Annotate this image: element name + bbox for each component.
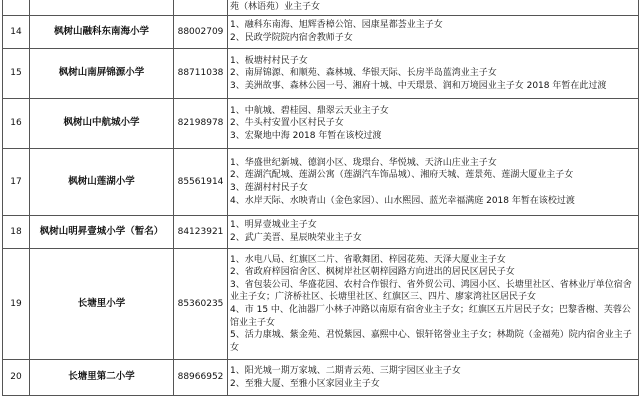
- catchment-line: 2、南屏锦源、和顺苑、森林城、华银天际、长房半岛蓝湾业主子女: [230, 68, 497, 79]
- catchment-area: [228, 16, 639, 49]
- table-row: [3, 16, 639, 49]
- catchment-line: 3、省包装公司、华盛花园、农村合作银行、省外贸公司、鸿园小区、长塘里社区、省林业厅单位宿舍业主子女；广济桥社区、长塘里社区、红旗区三、四片、廖家湾社区居民子女: [230, 279, 632, 303]
- catchment-line: 1、华盛世纪新城、德润小区、珑璟台、华悦城、天济山庄业主子女: [230, 157, 497, 168]
- school-name: 枫树山明昇壹城小学（暂名）: [30, 216, 174, 249]
- school-name: 枫树山中航城小学: [30, 99, 174, 149]
- school-name: 长塘里第二小学: [30, 360, 174, 396]
- catchment-line: 3、莲湖村村民子女: [230, 183, 308, 193]
- catchment-line: 2、民政学院院内宿舍教师子女: [230, 33, 353, 43]
- row-number: 17: [3, 149, 30, 216]
- row-number: [3, 0, 30, 16]
- phone-number: 88002709: [174, 16, 228, 49]
- catchment-line: 2、牛头村安置小区村民子女: [230, 118, 344, 129]
- catchment-line: 1、融科东南海、旭辉香樟公馆、园康星都荟业主子女: [230, 20, 443, 31]
- school-name: 枫树山融科东南海小学: [30, 16, 174, 49]
- school-name: 枫树山莲湖小学: [30, 149, 174, 216]
- catchment-line: 1、水电八局、红旗区二片、省歌舞团、梓园花苑、天泽大厦业主子女: [230, 254, 506, 265]
- row-number: 16: [3, 99, 30, 149]
- catchment-line: 4、水岸天际、水映青山（金色家园）、山水熙园、蓝光幸福满庭 2018 年暂在该校过渡: [230, 195, 575, 206]
- school-district-table: [2, 0, 639, 396]
- table-row: [3, 0, 639, 16]
- row-number: 18: [3, 216, 30, 249]
- table-body: [3, 0, 639, 396]
- catchment-line: 3、美洲故事、森林公园一号、湘府十城、中天璟景、润和万境园业主子女 2018 年暂在此过渡: [230, 80, 607, 91]
- catchment-area: [228, 360, 639, 396]
- table-row: [3, 99, 639, 149]
- table-row: [3, 360, 639, 396]
- row-number: 15: [3, 49, 30, 99]
- table-row: [3, 49, 639, 99]
- catchment-line: 1、板塘村村民子女: [230, 55, 308, 66]
- catchment-line: 1、明昇壹城业主子女: [230, 220, 317, 231]
- phone-number: [174, 0, 228, 16]
- phone-number: 85561914: [174, 149, 228, 216]
- catchment-line: 2、至雅大厦、至雅小区家园业主子女: [230, 378, 380, 389]
- phone-number: 88711038: [174, 49, 228, 99]
- table-row: [3, 249, 639, 360]
- catchment-area: [228, 149, 639, 216]
- catchment-line: 2、莲湖汽配城、莲湖公寓（莲湖汽车饰品城）、湘府天城、莲景苑、莲湖大厦业主子女: [230, 170, 574, 181]
- catchment-area: [228, 0, 639, 16]
- catchment-area: [228, 49, 639, 99]
- table-row: [3, 216, 639, 249]
- catchment-area: [228, 99, 639, 149]
- row-number: 14: [3, 16, 30, 49]
- school-name: [30, 0, 174, 16]
- row-number: 20: [3, 360, 30, 396]
- phone-number: 84123921: [174, 216, 228, 249]
- catchment-line: 2、省政府梓园宿舍区、枫树岸社区朝梓园路方向进出的居民区居民子女: [230, 267, 515, 278]
- phone-number: 88966952: [174, 360, 228, 396]
- table-row: [3, 149, 639, 216]
- catchment-area: [228, 249, 639, 360]
- catchment-line: 苑（林语苑）业主子女: [230, 2, 321, 13]
- school-name: 枫树山南屏锦源小学: [30, 49, 174, 99]
- catchment-line: 4、市 15 中、化油器厂小林子冲路以南原有宿舍业主子女；红旗区五片居民子女；巴黎香榭、芙蓉公馆业主子女: [230, 305, 631, 328]
- row-number: 19: [3, 249, 30, 360]
- catchment-area: [228, 216, 639, 249]
- catchment-line: 3、宏聚地中海 2018 年暂在该校过渡: [230, 130, 382, 141]
- phone-number: 85360235: [174, 249, 228, 360]
- catchment-line: 1、阳光城一期万家城、二期青云苑、三期宇园区业主子女: [230, 365, 461, 376]
- catchment-line: 1、中航城、碧桂园、鼎翠云天业主子女: [230, 105, 389, 116]
- catchment-line: 5、活力康城、紫金苑、君悦紫园、嘉熙中心、银轩铭誉业主子女；林勘院（金福苑）院内宿舍业主子女: [230, 330, 632, 353]
- school-name: 长塘里小学: [30, 249, 174, 360]
- phone-number: 82198978: [174, 99, 228, 149]
- catchment-line: 2、武广美晋、星辰映荣业主子女: [230, 233, 362, 243]
